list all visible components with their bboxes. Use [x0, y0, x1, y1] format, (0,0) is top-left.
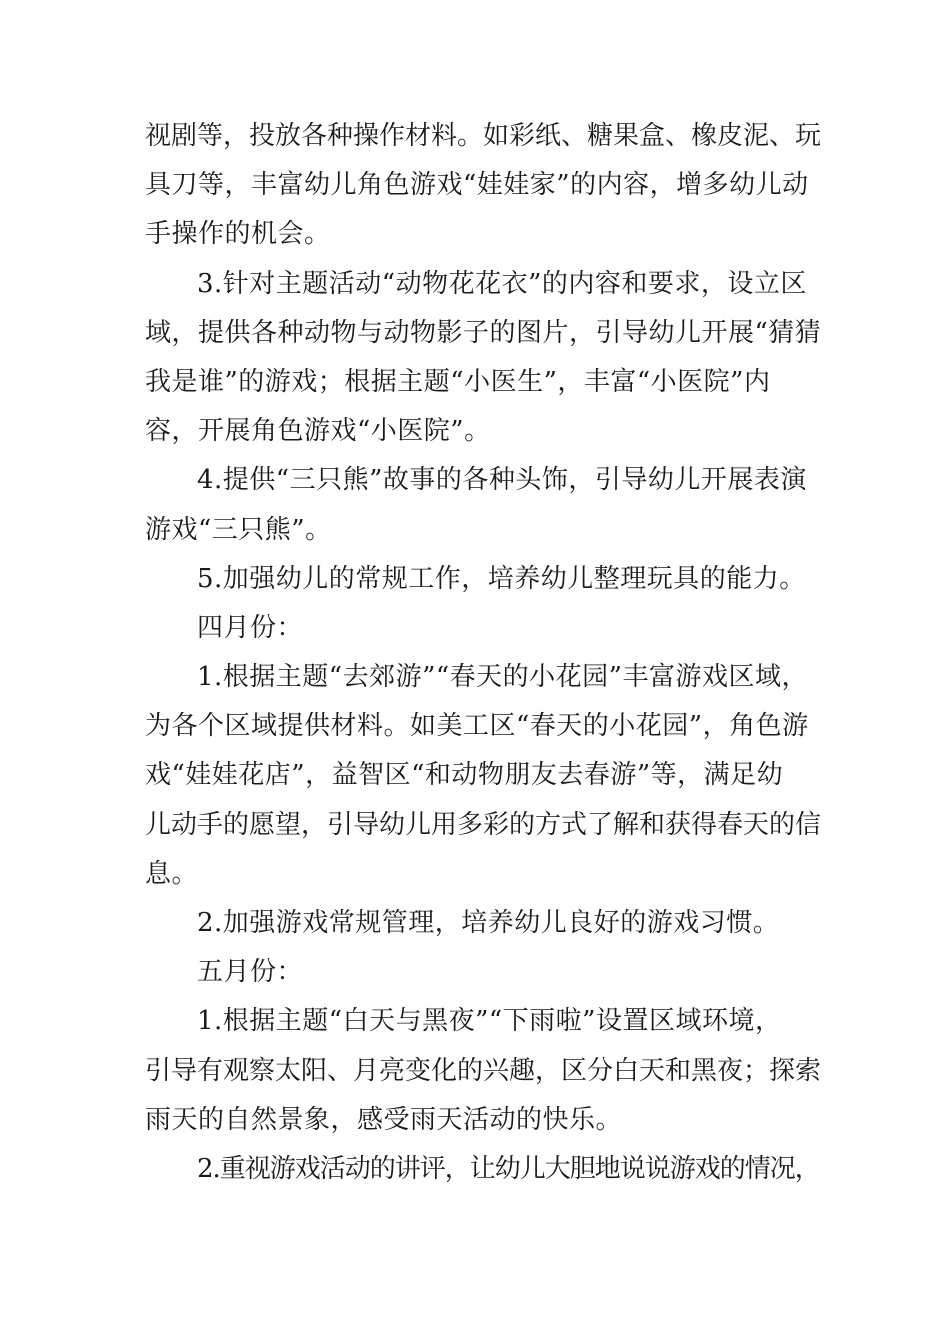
text-line: 戏“娃娃花店”，益智区“和动物朋友去春游”等，满足幼 [145, 760, 784, 791]
text-line: 1.根据主题“白天与黑夜”“下雨啦”设置区域环境， [197, 1006, 782, 1037]
document-text-body [145, 112, 825, 1194]
text-line: 引导有观察太阳、月亮变化的兴趣，区分白天和黑夜；探索 [145, 1055, 822, 1086]
text-line: 儿动手的愿望，引导幼儿用多彩的方式了解和获得春天的信 [145, 809, 822, 840]
text-line: 3.针对主题活动“动物花花衣”的内容和要求，设立区 [197, 268, 807, 299]
text-line: 域，提供各种动物与动物影子的图片，引导幼儿开展“猜猜 [145, 317, 822, 348]
text-line: 息。 [145, 858, 199, 889]
text-line: 我是谁”的游戏；根据主题“小医生”，丰富“小医院”内 [145, 366, 771, 397]
text-line: 2.重视游戏活动的讲评，让幼儿大胆地说说游戏的情况， [197, 1153, 820, 1184]
text-line: 容，开展角色游戏“小医院”。 [145, 416, 491, 447]
text-line: 游戏“三只熊”。 [145, 514, 332, 545]
text-line: 4.提供“三只熊”故事的各种头饰，引导幼儿开展表演 [197, 465, 807, 496]
section-heading-may: 五月份： [197, 957, 304, 988]
text-line: 2.加强游戏常规管理，培养幼儿良好的游戏习惯。 [197, 908, 780, 938]
text-line: 视剧等，投放各种操作材料。如彩纸、糖果盒、橡皮泥、玩 [145, 121, 822, 151]
text-line: 具刀等，丰富幼儿角色游戏“娃娃家”的内容，增多幼儿动 [145, 170, 809, 201]
text-line: 1.根据主题“去郊游”“春天的小花园”丰富游戏区域， [197, 662, 808, 693]
section-heading-april: 四月份： [197, 612, 304, 643]
text-line: 5.加强幼儿的常规工作，培养幼儿整理玩具的能力。 [197, 563, 806, 594]
text-line: 为各个区域提供材料。如美工区“春天的小花园”，角色游 [145, 711, 809, 742]
text-line: 雨天的自然景象，感受雨天活动的快乐。 [145, 1104, 623, 1135]
text-line: 手操作的机会。 [145, 219, 331, 250]
